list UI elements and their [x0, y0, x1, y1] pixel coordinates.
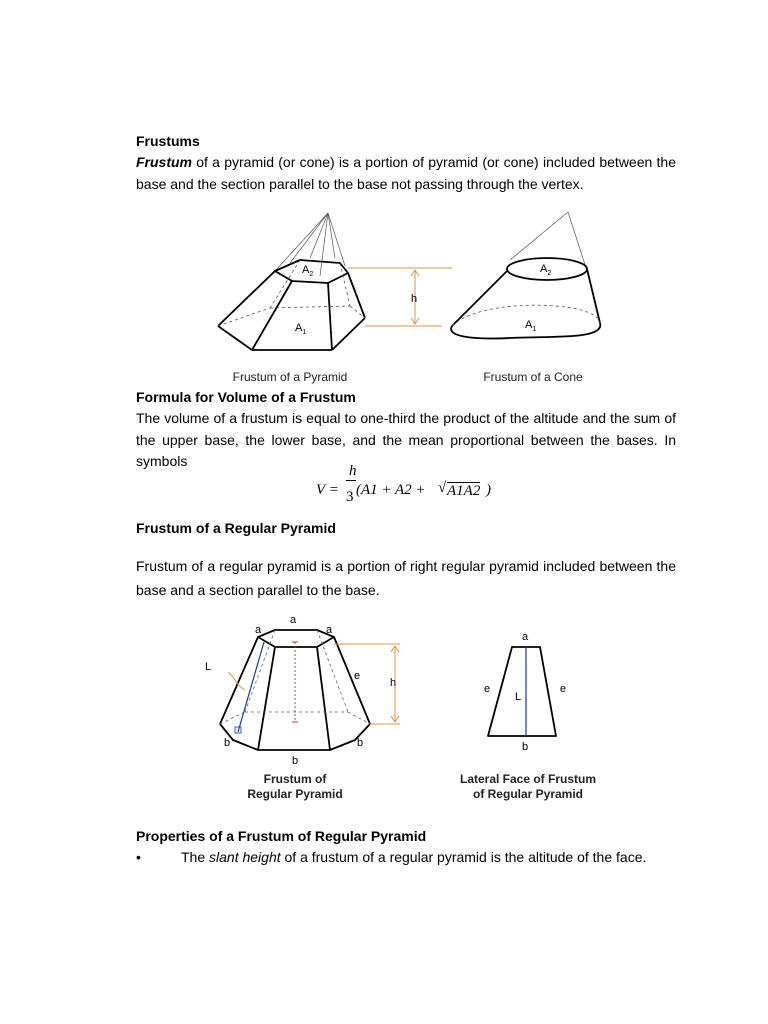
formula-numerator: h	[349, 463, 357, 479]
face-label-e-right: e	[560, 683, 567, 695]
volume-description: The volume of a frustum is equal to one-third the product of the altitude and the sum of the upper base, the lower base, and the mean proportional between the bases. In symbols	[136, 410, 676, 469]
cone-label-a1: $A_1$	[525, 319, 537, 333]
formula-close: )	[486, 482, 491, 498]
cone-label-a2: $A_2$	[540, 263, 552, 277]
heading-volume-formula: Formula for Volume of a Frustum	[136, 389, 356, 405]
pyramid-label-a2: $A_2$	[302, 264, 314, 278]
frustum-definition	[136, 152, 676, 195]
pyramid-caption: Frustum of a Pyramid	[232, 370, 348, 384]
cone-caption: Frustum of a Cone	[483, 370, 583, 384]
label-a-right: a	[326, 624, 333, 636]
label-a-left: a	[255, 624, 262, 636]
label-a-top: a	[290, 614, 297, 626]
label-b-left: b	[224, 737, 231, 749]
definition-text: of a pyramid (or cone) is a portion of pyramid (or cone) included between the base and the section parallel to the base not passing through the vertex.	[136, 154, 676, 192]
slant-height-term: slant height	[209, 849, 281, 865]
face-label-e-left: e	[484, 683, 491, 695]
label-h: h	[390, 677, 397, 689]
formula-denominator: 3	[346, 489, 354, 505]
lateral-face-caption: Lateral Face of Frustum of Regular Pyramid	[459, 772, 597, 801]
frustum-regular-caption: Frustum of Regular Pyramid	[247, 772, 343, 801]
label-b-bottom: b	[292, 755, 299, 767]
label-e: e	[354, 670, 361, 682]
heading-frustums: Frustums	[136, 133, 200, 149]
frustum-figure-1	[210, 208, 610, 363]
definition-term: Frustum	[136, 154, 192, 170]
formula-lhs: V =	[316, 482, 339, 498]
label-L: L	[205, 661, 212, 673]
pyramid-label-a1: $A_1$	[295, 322, 307, 336]
property-item: • The slant height of a frustum of a regular pyramid is the altitude of the face.	[136, 847, 676, 869]
regular-pyramid-description: Frustum of a regular pyramid is a portion of right regular pyramid included between the base and a section parallel to the base.	[136, 558, 676, 598]
heading-regular-pyramid: Frustum of a Regular Pyramid	[136, 520, 336, 536]
frustum-figure-2	[200, 612, 620, 772]
face-label-L: L	[515, 691, 522, 703]
face-label-b: b	[522, 741, 529, 753]
face-label-a: a	[522, 631, 529, 643]
formula-radicand: A1A2	[447, 483, 481, 499]
formula-terms: (A1 + A2 +	[356, 482, 426, 498]
bullet: •	[136, 849, 141, 865]
height-label-h: h	[411, 293, 418, 305]
label-b-right: b	[357, 737, 364, 749]
heading-properties: Properties of a Frustum of Regular Pyramid	[136, 828, 427, 844]
